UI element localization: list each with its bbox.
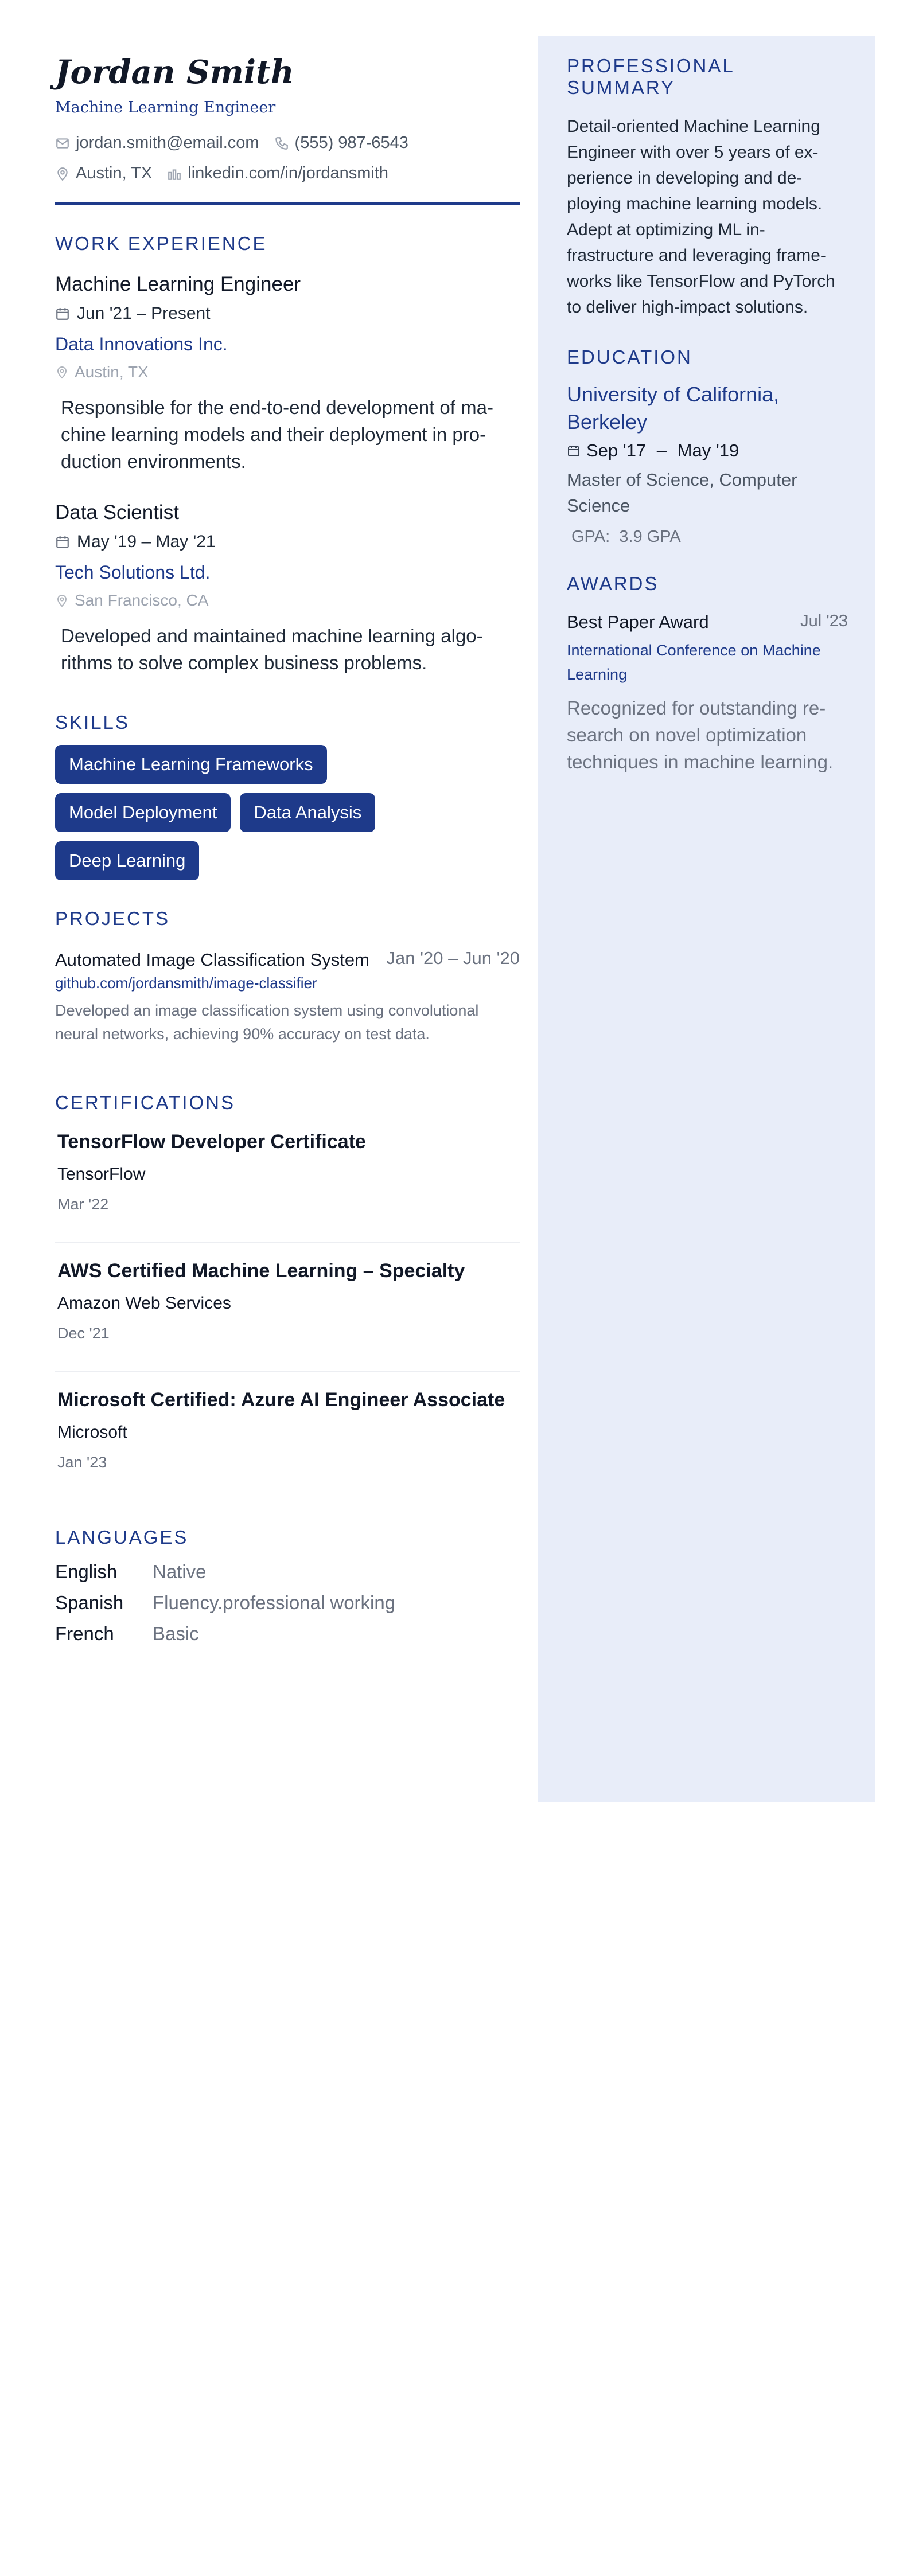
location-pin-icon xyxy=(55,166,70,181)
award-name: Best Paper Award xyxy=(567,612,709,632)
contact-row-1 xyxy=(55,134,520,153)
skill-chip: Deep Learning xyxy=(55,841,199,880)
award-date: Jul '23 xyxy=(800,612,848,630)
contact-location xyxy=(55,164,152,183)
job-entry xyxy=(55,273,520,475)
contact-email[interactable] xyxy=(55,134,259,153)
certification-entry xyxy=(55,1372,520,1500)
cert-date: Mar '22 xyxy=(57,1196,109,1213)
job-dates xyxy=(55,304,520,323)
job-entry xyxy=(55,501,520,676)
contact-phone[interactable] xyxy=(274,134,408,153)
project-description: Developed an image classification system using convolutional neural networks, achieving 90% accuracy on test data. xyxy=(55,1002,479,1043)
section-title-skills: SKILLS xyxy=(55,712,130,733)
certification-entry xyxy=(55,1243,520,1372)
degree-text: Master of Science, Computer Science xyxy=(567,470,797,516)
date-separator: – xyxy=(652,440,672,460)
candidate-title: Machine Learning Engineer xyxy=(55,99,276,116)
sidebar xyxy=(538,36,875,1802)
languages-list xyxy=(55,1561,520,1645)
cert-date: Dec '21 xyxy=(57,1325,110,1342)
email-text: jordan.smith@email.com xyxy=(76,134,259,152)
cert-issuer: TensorFlow xyxy=(57,1165,146,1184)
job-location-text: San Francisco, CA xyxy=(75,591,209,609)
contact-linkedin[interactable] xyxy=(167,164,388,183)
gpa-line xyxy=(571,528,848,547)
cert-name: TensorFlow Developer Certificate xyxy=(57,1131,366,1153)
job-description: Developed and maintained machine learning algo-rithms to solve complex business problems. xyxy=(61,625,483,673)
language-name: English xyxy=(55,1561,118,1582)
school-name: University of California, Berkeley xyxy=(567,383,780,434)
cert-date: Jan '23 xyxy=(57,1454,107,1471)
candidate-name: Jordan Smith xyxy=(55,53,294,91)
cert-issuer: Microsoft xyxy=(57,1423,127,1442)
job-location xyxy=(55,591,520,610)
header-divider xyxy=(55,202,520,205)
job-company: Data Innovations Inc. xyxy=(55,334,228,354)
mail-icon xyxy=(55,136,70,151)
language-row xyxy=(55,1592,520,1614)
section-title-summary: PROFESSIONAL SUMMARY xyxy=(567,55,734,98)
linkedin-text: linkedin.com/in/jordansmith xyxy=(188,164,389,182)
job-location xyxy=(55,363,520,381)
section-title-projects: PROJECTS xyxy=(55,908,170,929)
certification-entry xyxy=(55,1114,520,1243)
language-row xyxy=(55,1561,520,1583)
job-dates-text: May '19 – May '21 xyxy=(77,532,216,551)
job-description: Responsible for the end-to-end development of ma-chine learning models and their deployment in pro-duction environments. xyxy=(61,397,493,472)
language-row xyxy=(55,1623,520,1645)
language-name: Spanish xyxy=(55,1592,124,1613)
gpa-value: 3.9 GPA xyxy=(619,528,681,546)
calendar-icon xyxy=(55,306,70,321)
project-entry xyxy=(55,948,520,1046)
project-link[interactable]: github.com/jordansmith/image-classifier xyxy=(55,974,317,992)
award-organization: International Conference on Machine Learning xyxy=(567,642,821,683)
calendar-icon xyxy=(55,534,70,549)
job-role: Machine Learning Engineer xyxy=(55,273,301,295)
project-header xyxy=(55,948,520,972)
education-end: May '19 xyxy=(677,440,739,460)
skill-chip: Model Deployment xyxy=(55,793,231,832)
cert-name: AWS Certified Machine Learning – Specialty xyxy=(57,1260,465,1282)
contact-row-2 xyxy=(55,164,520,183)
certifications-list xyxy=(55,1114,520,1500)
location-pin-icon xyxy=(55,594,69,607)
award-description: Recognized for outstanding re-search on novel optimization techniques in machine learning. xyxy=(567,697,834,772)
gpa-label: GPA: xyxy=(571,528,610,546)
job-company: Tech Solutions Ltd. xyxy=(55,562,211,583)
section-title-certifications: CERTIFICATIONS xyxy=(55,1092,235,1113)
job-dates xyxy=(55,532,520,552)
job-dates-text: Jun '21 – Present xyxy=(77,304,211,323)
section-title-languages: LANGUAGES xyxy=(55,1527,189,1548)
language-level: Native xyxy=(153,1561,207,1582)
skills-list xyxy=(55,745,457,880)
project-title: Automated Image Classification System xyxy=(55,950,369,970)
cert-name: Microsoft Certified: Azure AI Engineer Associate xyxy=(57,1389,505,1411)
linkedin-icon xyxy=(167,166,182,181)
language-name: French xyxy=(55,1623,114,1644)
education-dates xyxy=(567,440,848,461)
job-location-text: Austin, TX xyxy=(75,363,149,381)
education-start: Sep '17 xyxy=(586,440,647,460)
skill-chip: Machine Learning Frameworks xyxy=(55,745,327,784)
main-column xyxy=(55,55,520,1645)
language-level: Fluency.professional working xyxy=(153,1592,396,1613)
section-title-work: WORK EXPERIENCE xyxy=(55,233,267,254)
phone-icon xyxy=(274,136,289,151)
cert-issuer: Amazon Web Services xyxy=(57,1294,231,1313)
skill-chip: Data Analysis xyxy=(240,793,375,832)
phone-text: (555) 987-6543 xyxy=(294,134,408,152)
section-title-education: EDUCATION xyxy=(567,346,692,368)
section-title-awards: AWARDS xyxy=(567,573,659,594)
location-pin-icon xyxy=(55,365,69,379)
job-role: Data Scientist xyxy=(55,501,179,524)
language-level: Basic xyxy=(153,1623,199,1644)
project-dates: Jan '20 – Jun '20 xyxy=(386,948,520,968)
award-header xyxy=(567,612,848,633)
calendar-icon xyxy=(567,444,581,458)
location-text: Austin, TX xyxy=(76,164,153,182)
summary-text: Detail-oriented Machine Learning Engineer with over 5 years of ex-perience in developing and de-ploying machine learning models. Adept at optimizing ML in-frastructure and leveraging frame-works like TensorFlow and PyTorch to deliver high-impact solutions. xyxy=(567,117,835,317)
